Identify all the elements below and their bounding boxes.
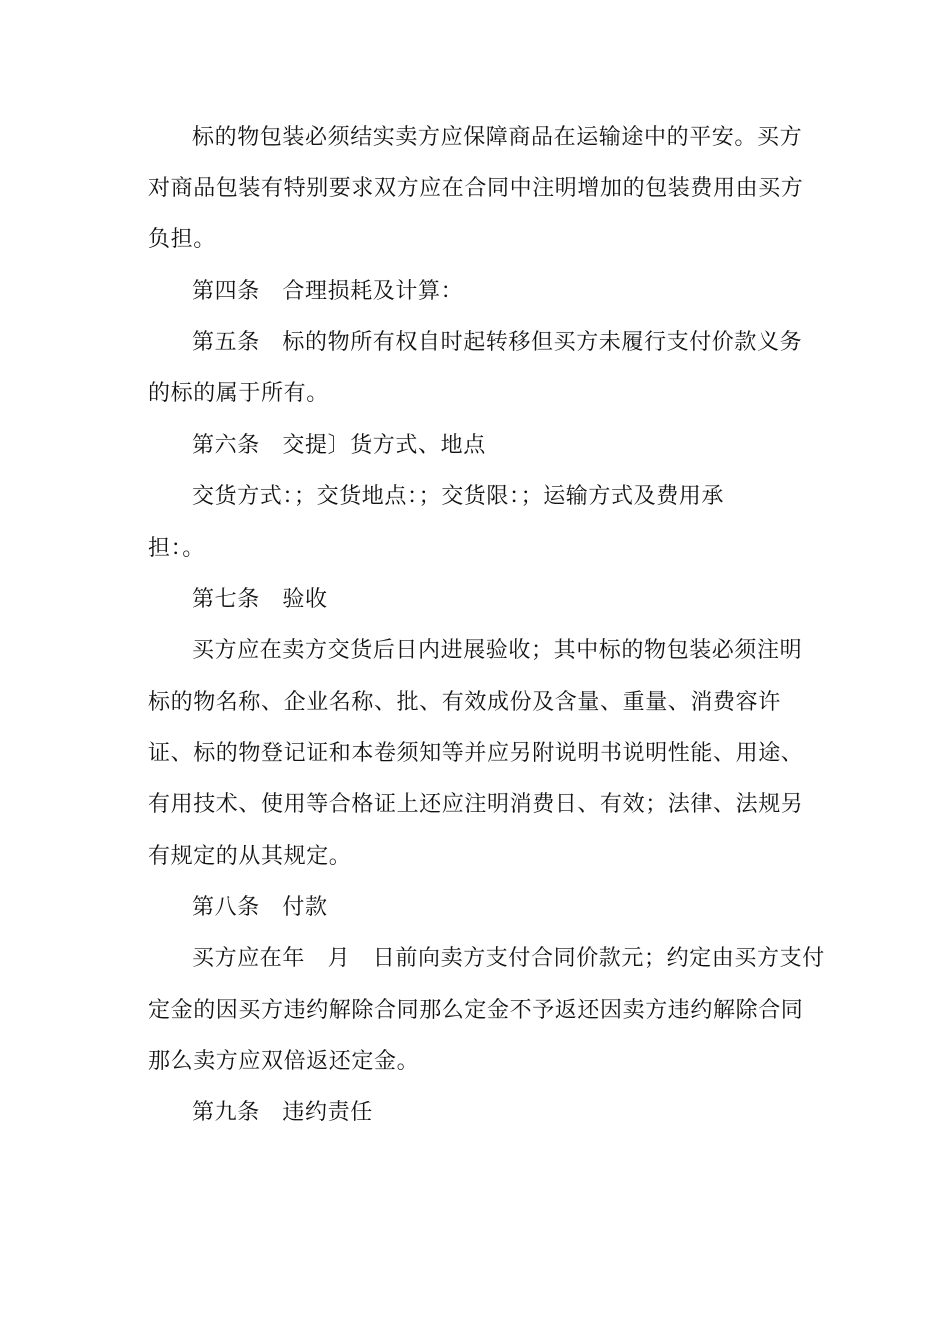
paragraph-line: 定金的因买方违约解除合同那么定金不予返还因卖方违约解除合同 [148, 998, 804, 1023]
paragraph-line: 标的物包装必须结实卖方应保障商品在运输途中的平安。买方 [192, 125, 803, 150]
paragraph-line: 买方应在年 月 日前向卖方支付合同价款元；约定由买方支付 [192, 946, 825, 971]
paragraph-line: 证、标的物登记证和本卷须知等并应另附说明书说明性能、用途、 [148, 741, 804, 766]
paragraph-line: 的标的属于所有。 [148, 381, 329, 406]
paragraph-line: 那么卖方应双倍返还定金。 [148, 1049, 420, 1074]
paragraph-line: 对商品包装有特别要求双方应在合同中注明增加的包装费用由买方 [148, 176, 804, 201]
article-heading: 第九条 违约责任 [192, 1100, 373, 1125]
paragraph-line: 担：。 [148, 536, 205, 561]
paragraph-line: 买方应在卖方交货后日内进展验收；其中标的物包装必须注明 [192, 638, 803, 663]
paragraph-line: 有规定的从其规定。 [148, 844, 352, 869]
article-heading: 第六条 交提〕货方式、地点 [192, 433, 486, 458]
article-heading: 第四条 合理损耗及计算： [192, 279, 464, 304]
article-heading: 第八条 付款 [192, 895, 328, 920]
article-heading: 第五条 标的物所有权自时起转移但买方未履行支付价款义务 [192, 330, 803, 355]
paragraph-line: 有用技术、使用等合格证上还应注明消费日、有效；法律、法规另 [148, 792, 804, 817]
article-heading: 第七条 验收 [192, 587, 328, 612]
paragraph-line: 交货方式：；交货地点：；交货限：；运输方式及费用承 [192, 484, 725, 509]
paragraph-line: 标的物名称、企业名称、批、有效成份及含量、重量、消费容许 [148, 690, 781, 715]
paragraph-line: 负担。 [148, 227, 216, 252]
